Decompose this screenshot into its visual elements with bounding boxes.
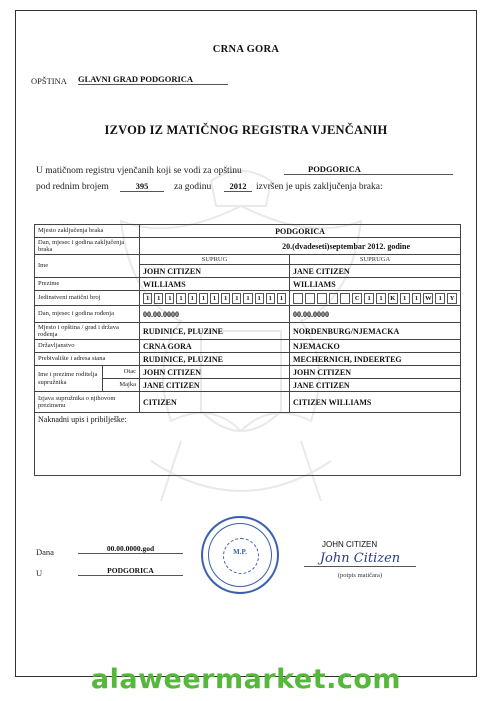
row-label-prezime: Prezime bbox=[35, 278, 140, 291]
row-label-birthdate: Dan, mjesec i godina rođenja bbox=[35, 306, 140, 323]
mother-label: Majka bbox=[103, 379, 140, 392]
husband-id-digit-box: 1 bbox=[176, 293, 185, 304]
husband-name: JOHN CITIZEN bbox=[140, 265, 290, 278]
husband-id-digit-box: 1 bbox=[165, 293, 174, 304]
husband-statement: CITIZEN bbox=[140, 392, 290, 413]
husband-citizenship: CRNA GORA bbox=[140, 340, 290, 353]
surname-statement-label: Izjava supružnika o njihovom prezimenu bbox=[35, 392, 140, 413]
footer-date-value: 00.00.0000.god bbox=[78, 544, 183, 554]
wife-citizenship: NJEMACKO bbox=[290, 340, 461, 353]
place-value: PODGORICA bbox=[140, 225, 461, 238]
husband-id-digit-box: 1 bbox=[277, 293, 286, 304]
certificate-page bbox=[15, 10, 477, 677]
footer-place-value: PODGORICA bbox=[78, 566, 183, 576]
wife-id-digit-box: 1 bbox=[376, 293, 386, 304]
husband-header: SUPRUG bbox=[140, 255, 290, 265]
row-label-jmbg: Jedinstveni matični broj bbox=[35, 291, 140, 306]
wife-id-digit-box: 1 bbox=[400, 293, 410, 304]
wife-mother: JANE CITIZEN bbox=[290, 379, 461, 392]
wife-id-digit-box bbox=[317, 293, 327, 304]
husband-birthplace: RUDINICE, PLUZINE bbox=[140, 323, 290, 340]
opstina-value: GLAVNI GRAD PODGORICA bbox=[78, 74, 228, 85]
row-label-birthplace: Mjesto i opština / grad i država rođenja bbox=[35, 323, 140, 340]
intro-line2-post: izvršen je upis zaključenja braka: bbox=[256, 182, 383, 192]
wife-id-boxes bbox=[293, 293, 457, 304]
country-title: CRNA GORA bbox=[212, 44, 280, 55]
wife-id-digit-box: K bbox=[388, 293, 398, 304]
husband-id-digit-box: 1 bbox=[255, 293, 264, 304]
wife-id-digit-box bbox=[305, 293, 315, 304]
opstina-label: OPŠTINA bbox=[31, 76, 67, 86]
husband-id-digit-box: 1 bbox=[188, 293, 197, 304]
seal-label: M.P. bbox=[233, 548, 247, 556]
footer-place-label: U bbox=[36, 568, 43, 578]
row-label-ime: Ime bbox=[35, 255, 140, 278]
intro-line2-pre: pod rednim brojem bbox=[36, 182, 109, 192]
wife-id-digit-box: Y bbox=[447, 293, 457, 304]
registrar-name: JOHN CITIZEN bbox=[322, 540, 378, 549]
wife-id-digit-box: 1 bbox=[435, 293, 445, 304]
wife-birthplace: NORDENBURG/NJEMACKA bbox=[290, 323, 461, 340]
marriage-register-table bbox=[34, 224, 461, 476]
husband-id-digit-box: 1 bbox=[199, 293, 208, 304]
husband-id-digit-box: 1 bbox=[210, 293, 219, 304]
footer-date-label: Dana bbox=[36, 547, 54, 557]
registrar-caption: (potpis matičara) bbox=[337, 572, 383, 579]
wife-residence: MECHERNICH, INDEERTEG bbox=[290, 353, 461, 366]
wife-id-digit-box bbox=[329, 293, 339, 304]
husband-surname: WILLIAMS bbox=[140, 278, 290, 291]
date-value: 20.(dvadeseti)septembar 2012. godine bbox=[140, 238, 461, 255]
parents-label: Ime i prezime roditelja supružnika bbox=[35, 366, 103, 392]
intro-municipality-value: PODGORICA bbox=[284, 164, 453, 175]
wife-id-digit-box bbox=[293, 293, 303, 304]
seal-inner-ring bbox=[223, 538, 259, 574]
husband-birthdate: 00.00.0000 bbox=[140, 306, 290, 323]
registrar-signature: John Citizen bbox=[304, 551, 416, 567]
husband-mother: JANE CITIZEN bbox=[140, 379, 290, 392]
wife-id-digit-box: C bbox=[352, 293, 362, 304]
husband-father: JOHN CITIZEN bbox=[140, 366, 290, 379]
intro-line1-text: U matičnom registru vjenčanih koji se vodi za opštinu bbox=[36, 166, 242, 176]
wife-statement: CITIZEN WILLIAMS bbox=[290, 392, 461, 413]
wife-name: JANE CITIZEN bbox=[290, 265, 461, 278]
husband-id-digit-box: 1 bbox=[154, 293, 163, 304]
husband-id-digit-box: 1 bbox=[266, 293, 275, 304]
wife-id-digit-box bbox=[340, 293, 350, 304]
official-seal bbox=[201, 516, 279, 594]
row-label-residence: Prebivalište i adresa stana bbox=[35, 353, 140, 366]
husband-id-digit-box: 1 bbox=[232, 293, 241, 304]
wife-father: JOHN CITIZEN bbox=[290, 366, 461, 379]
register-year: 2012 bbox=[224, 181, 252, 192]
wife-id-digit-box: 1 bbox=[364, 293, 374, 304]
intro-line2-mid: za godinu bbox=[174, 182, 212, 192]
website-watermark: alaweermarket.com bbox=[90, 664, 402, 695]
document-title: IZVOD IZ MATIČNOG REGISTRA VJENČANIH bbox=[104, 123, 388, 137]
husband-id-digit-box: 1 bbox=[143, 293, 152, 304]
husband-id-digit-box: 1 bbox=[221, 293, 230, 304]
register-number: 395 bbox=[120, 181, 164, 192]
date-label: Dan, mjesec i godina zaključenja braka bbox=[35, 238, 140, 255]
husband-residence: RUDINICE, PLUZINE bbox=[140, 353, 290, 366]
notes-label: Naknadni upis i pribilješke: bbox=[35, 413, 461, 476]
husband-id-boxes bbox=[143, 293, 286, 304]
wife-birthdate: 00.00.0000 bbox=[290, 306, 461, 323]
father-label: Otac bbox=[103, 366, 140, 379]
wife-surname: WILLIAMS bbox=[290, 278, 461, 291]
husband-id-digit-box: 1 bbox=[243, 293, 252, 304]
wife-header: SUPRUGA bbox=[290, 255, 461, 265]
place-label: Mjesto zaključenja braka bbox=[35, 225, 140, 238]
wife-id-digit-box: 1 bbox=[412, 293, 422, 304]
wife-id-digit-box: W bbox=[425, 294, 432, 302]
row-label-citizenship: Državljanstvo bbox=[35, 340, 140, 353]
